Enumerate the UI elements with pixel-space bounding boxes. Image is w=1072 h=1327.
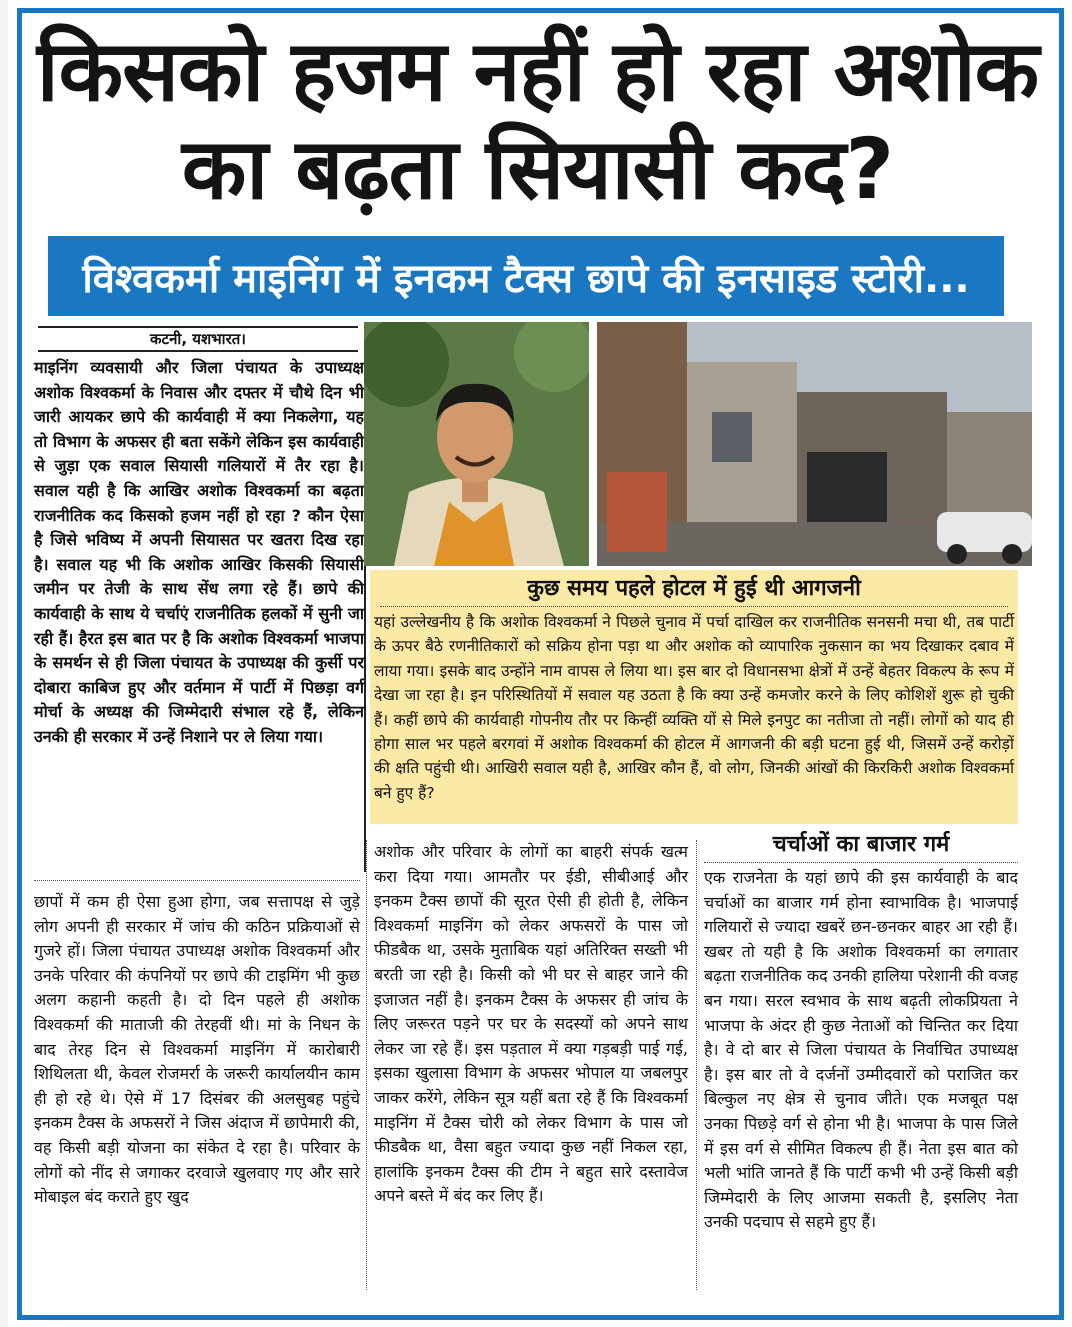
column-divider-2	[696, 840, 697, 1290]
building-illustration	[597, 322, 1032, 566]
column-divider-1	[366, 840, 367, 1290]
headline-line-1: किसको हजम नहीं हो रहा अशोक	[36, 22, 1039, 120]
subheadline: विश्वकर्मा माइनिंग में इनकम टैक्स छापे की इनसाइड स्टोरी...	[82, 255, 970, 302]
highlight-box-rule	[380, 606, 1008, 609]
headline	[30, 22, 1045, 218]
column-3-rule	[704, 862, 1018, 863]
building-photo	[597, 322, 1032, 566]
subheadline-banner	[48, 236, 1004, 316]
column-2-text: अशोक और परिवार के लोगों का बाहरी संपर्क खत्म करा दिया गया। आमतौर पर ईडी, सीबीआई और इनकम टैक्स छापों की सूरत ऐसी ही होती है, लेकिन विश्वकर्मा माइनिंग को लेकर अफसरों के पास जो फीडबैक था, उसके मुताबिक यहां अतिरिक्त सख्ती भी बरती जा रही है। किसी को भी घर से बाहर जाने की इजाजत नहीं है। इनकम टैक्स के अफसर ही जांच के लिए जरूरत पड़ने पर घर के सदस्यों को अपने साथ लेकर जा रहे हैं। इस पड़ताल में क्या गड़बड़ी पाई गई, इसका खुलासा विभाग के अफसर भोपाल या जबलपुर जाकर करेंगे, लेकिन सूत्र यहीं बता रहे हैं कि विश्वकर्मा माइनिंग में टैक्स चोरी को लेकर विभाग के पास जो फीडबैक था, वैसा बहुत ज्यादा कुछ नहीं निकल रहा, हालांकि इनकम टैक्स की टीम ने बहुत सारे दस्तावेज अपने बस्ते में बंद कर लिए हैं।	[374, 842, 688, 1206]
dateline: कटनी, यशभारत।	[38, 326, 358, 352]
headline-line-2: का बढ़ता सियासी कद?	[181, 120, 894, 218]
highlight-box-title: कुछ समय पहले होटल में हुई थी आगजनी	[527, 576, 861, 601]
column-3-text: एक राजनेता के यहां छापे की इस कार्यवाही के बाद चर्चाओं का बाजार गर्म होना स्वाभाविक है। भाजपाई गलियारों से ज्यादा खबरें छन-छनकर बाहर आ रही हैं। खबर तो यही है कि अशोक विश्वकर्मा का लगातार बढ़ता राजनीतिक कद उनकी हालिया परेशानी की वजह बन गया। सरल स्वभाव के साथ बढ़ती लोकप्रियता ने भाजपा के अंदर ही कुछ नेताओं को चिन्तित कर दिया है। वे दो बार से जिला पंचायत के निर्वाचित उपाध्यक्ष है। इस बार तो वे दर्जनों उम्मीदवारों को पराजित कर बिल्कुल नए क्षेत्र से चुनाव जीते। एक मजबूत पक्ष उनका पिछड़े वर्ग से होना भी है। भाजपा के पास जिले में इस वर्ग से सीमित विकल्प ही हैं। नेता इस बात को भली भांति जानते हैं कि पार्टी कभी भी उन्हें किसी बड़ी जिम्मेदारी के लिए आजमा सकती है, इसलिए नेता उनकी पदचाप से सहमे हुए हैं।	[704, 868, 1018, 1232]
highlight-box	[370, 570, 1018, 824]
intro-text: माइनिंग व्यवसायी और जिला पंचायत के उपाध्यक्ष अशोक विश्वकर्मा के निवास और दफ्तर में चौथे दिन भी जारी आयकर छापे की कार्यवाही में क्या निकलेगा, यह तो विभाग के अफसर ही बता सकेंगे लेकिन इस कार्यवाही से जुड़ा एक सवाल सियासी गलियारों में तैर रहा है। सवाल यही है कि आखिर अशोक विश्वकर्मा का बढ़ता राजनीतिक कद किसको हजम नहीं हो रहा ? कौन ऐसा है जिसे भविष्य में अपनी सियासत पर खतरा दिख रहा है। सवाल यह भी कि अशोक आखिर किसकी सियासी जमीन पर तेजी के साथ सेंध लगा रहे हैं। छापे की कार्यवाही के साथ ये चर्चाएं राजनीतिक हलकों में सुनी जा रही हैं। हैरत इस बात पर है कि अशोक विश्वकर्मा भाजपा के समर्थन से ही जिला पंचायत के उपाध्यक्ष की कुर्सी पर दोबारा काबिज हुए और वर्तमान में पार्टी में पिछड़ा वर्ग मोर्चा के अध्यक्ष की जिम्मेदारी संभाल रहे हैं, लेकिन उनकी ही सरकार में उन्हें निशाने पर ले लिया गया।	[34, 358, 365, 746]
portrait-illustration	[364, 322, 589, 566]
page-edge	[0, 0, 8, 1327]
column-3-title: चर्चाओं का बाजार गर्म	[772, 832, 950, 857]
portrait-photo	[364, 322, 589, 566]
column-1-text: छापों में कम ही ऐसा हुआ होगा, जब सत्तापक्ष से जुड़े लोग अपनी ही सरकार में जांच की कठिन प्रक्रियाओं से गुजरे हों। जिला पंचायत उपाध्यक्ष अशोक विश्वकर्मा और उनके परिवार की कंपनियों पर छापे की टाइमिंग भी कुछ अलग कहानी कहती है। दो दिन पहले ही अशोक विश्वकर्मा की माताजी की तेरहवीं थी। मां के निधन के बाद तेरह दिन से विश्वकर्मा माइनिंग में कारोबारी शिथिलता थी, केवल रोजमर्रा के जरूरी कार्यालयीन काम ही हो रहे थे। ऐसे में 17 दिसंबर की अलसुबह पहुंचे इनकम टैक्स के अफसरों ने जिस अंदाज में छापेमारी की, वह किसी बड़ी योजना का संकेत दे रहा है। परिवार के लोगों को नींद से जगाकर दरवाजे खुलवाए गए और सारे मोबाइल बंद कराते हुए खुद	[34, 892, 360, 1207]
highlight-box-body: यहां उल्लेखनीय है कि अशोक विश्वकर्मा ने पिछले चुनाव में पर्चा दाखिल कर राजनीतिक सनसनी मचा थी, तब पार्टी के ऊपर बैठे रणनीतिकारों को सक्रिय होना पड़ा था और अशोक को व्यापारिक नुकसान का भय दिखाकर दबाव में लाया गया। इसके बाद उन्होंने नाम वापस ले लिया था। इस बार दो विधानसभा क्षेत्रों में उन्हें बेहतर विकल्प के रूप में देखा जा रहा है। इन परिस्थितियों में सवाल यह उठता है कि क्या उन्हें कमजोर करने के लिए कोशिशें शुरू हो चुकी हैं। कहीं छापे की कार्यवाही गोपनीय तौर पर किन्हीं व्यक्ति यों से मिले इनपुट का नतीजा तो नहीं। लोगों को याद ही होगा साल भर पहले बरगवां में अशोक विश्वकर्मा की होटल में आगजनी की बड़ी घटना हुई थी, जिसमें उन्हें करोड़ों की क्षति पहुंची थी। आखिरी सवाल यही है, आखिर कौन हैं, वो लोग, जिनकी आंखों की किरकिरी अशोक विश्वकर्मा बने हुए हैं?	[374, 613, 1014, 802]
column-1-rule	[34, 880, 360, 881]
